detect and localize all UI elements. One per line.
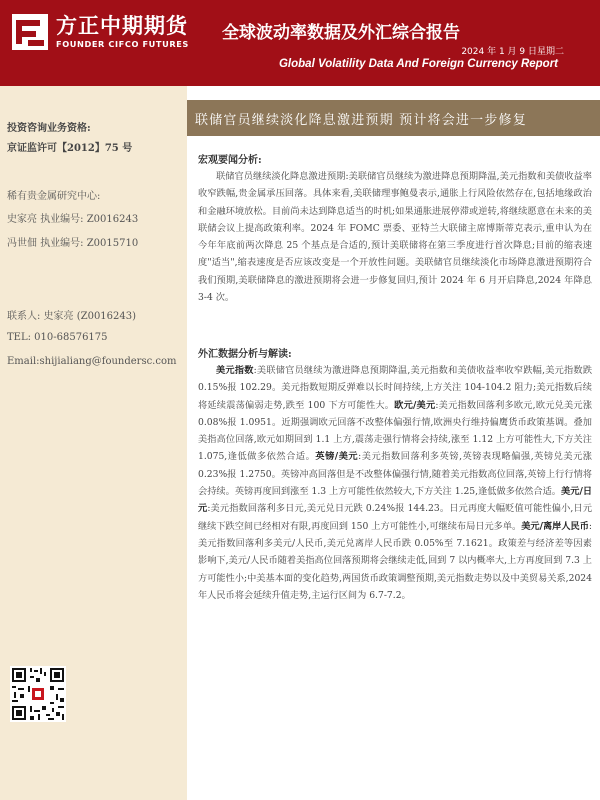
eur-usd-label: 欧元/美元 [394, 399, 436, 411]
usd-cnh-label: 美元/离岸人民币 [521, 520, 589, 532]
fx-heading: 外汇数据分析与解读: [198, 349, 292, 360]
fx-paragraph [198, 362, 592, 604]
usd-cnh-text: :美元指数回落利多美元/人民币,美元兑离岸人民币跌 0.05%至 7.1621。政策差与经济差等因素影响下,美元/人民币随着美指高位回落预期将会继续走低,回到 7 以内概率大,上方再度回到 7.3 上方可能性小;中美基本面的变化趋势,两国货币政策调整预期,美元指数走势以及中美贸易关系,2024 年人民币将会延续升值走势,主运行区间为 6.7-7.2。 [198, 520, 592, 601]
research-center: 稀有贵金属研究中心: [7, 191, 101, 202]
qualification-label: 投资咨询业务资格: [7, 123, 91, 134]
usd-jpy-text: :美元指数回落利多日元,美元兑日元跌 0.24%报 144.23。日元再度大幅贬值可能性偏小,日元继续下跌空间已经相对有限,再度回到 150 上方可能性小,可继续布局日元多单。 [198, 503, 593, 532]
macro-paragraph: 联储官员继续淡化降息激进预期:美联储官员继续为激进降息预期降温,美元指数和美债收益率收窄跌幅,贵金属承压回落。具体来看,美联储理事鲍曼表示,通胀上行风险依然存在,包括地缘政治和金融环境放松。目前尚未达到降息适当的时机;如果通胀进展停滞或逆转,将继续愿意在未来的美联储会议上提高政策利率。2024 年 FOMC 票委、亚特兰大联储主席博斯蒂克表示,重申认为在今年年底前两次降息 25 个基点是合适的,预计美联储将在第三季度进行首次降息;目前的缩表速度"适当",缩表速度是否应该改变是一个开放性问题。美联储官员继续淡化市场降息激进预期符合我们预期,美联储降息的激进预期将会进一步修复回归,预计 2024 年 6 月开启降息,2024 年降息 3-4 次。 [198, 171, 592, 304]
report-header [0, 0, 600, 86]
analyst-1: 史家亮 执业编号: Z0016243 [7, 214, 139, 225]
eur-usd-text: :美元指数回落利多欧元,欧元兑美元涨 0.08%报 1.0951。近期强调欧元回落不改整体偏强行情,欧洲央行维持偏鹰货币政策基调。叠加美指高位回落,欧元如期回到 1.1 上方,震荡走强行情将会持续,涨至 1.12 上方可能性大,下方关注 1.075,逢低做多依然合适。 [198, 399, 593, 463]
company-name-cn: 方正中期期货 [56, 14, 188, 38]
company-name-en: FOUNDER CIFCO FUTURES [56, 39, 189, 49]
title-bar [187, 100, 600, 136]
report-title-cn: 全球波动率数据及外汇综合报告 [222, 23, 460, 43]
report-title-en: Global Volatility Data And Foreign Currency Report [278, 58, 558, 70]
report-date: 2024 年 1 月 9 日星期二 [461, 47, 564, 57]
fx-section [198, 362, 592, 604]
founder-logo-icon [12, 14, 48, 50]
usd-jpy-label: 美元/日元 [198, 486, 593, 515]
macro-section [198, 168, 592, 306]
gbp-usd-label: 英镑/美元 [315, 451, 359, 463]
gbp-usd-text: :美元指数回落利多英镑,英镑表现略偏强,英镑兑美元涨 0.23%报 1.2750。英镑冲高回落但是不改整体偏强行情,随着美元指数高位回落,英镑上行行情将会持续。英镑再度回到涨至 1.3 上方可能性依然较大,下方关注 1.25,逢低做多依然合适。 [198, 451, 592, 498]
contact-tel: TEL: 010-68576175 [7, 332, 108, 343]
usd-index-text: :美联储官员继续为激进降息预期降温,美元指数和美债收益率收窄跌幅,美元指数跌 0.15%报 102.29。美元指数短期反弹难以长时间持续,上方关注 104-104.2 阻力;美元指数后续将延续震荡偏弱走势,跌至 100 下方可能性大。 [198, 365, 593, 411]
usd-index-label: 美元指数 [216, 365, 254, 376]
contact-person: 联系人: 史家亮 (Z0016243) [7, 311, 137, 322]
report-headline: 联储官员继续淡化降息激进预期 预计将会进一步修复 [195, 113, 527, 128]
license-number: 京证监许可【2012】75 号 [7, 143, 133, 154]
macro-heading: 宏观要闻分析: [198, 155, 262, 166]
contact-email[interactable]: Email:shijialiang@foundersc.com [7, 356, 177, 367]
analyst-2: 冯世佃 执业编号: Z0015710 [7, 238, 139, 249]
qr-code-icon [10, 666, 66, 722]
